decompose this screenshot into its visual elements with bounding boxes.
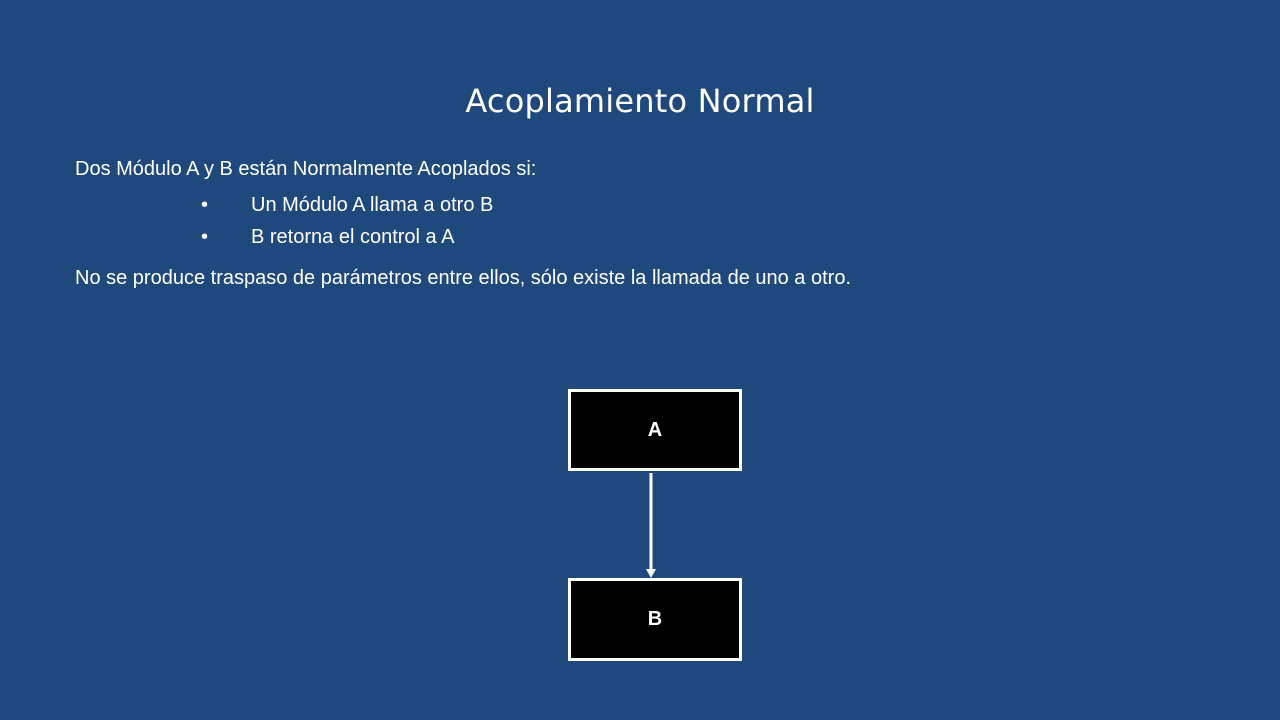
module-b-label: B	[647, 608, 663, 630]
bullet-text: B retorna el control a A	[251, 226, 455, 248]
slide-title: Acoplamiento Normal	[465, 82, 815, 120]
outro-text: No se produce traspaso de parámetros entre ellos, sólo existe la llamada de uno a otro.	[75, 267, 851, 289]
bullet-marker: •	[201, 226, 209, 248]
intro-text: Dos Módulo A y B están Normalmente Acoplados si:	[75, 158, 537, 180]
bullet-marker: •	[201, 194, 209, 216]
module-b-box	[568, 578, 742, 661]
bullet-text: Un Módulo A llama a otro B	[251, 194, 494, 216]
module-a-box	[568, 389, 742, 471]
module-a-label: A	[647, 418, 663, 441]
arrow-head-icon	[646, 569, 656, 578]
